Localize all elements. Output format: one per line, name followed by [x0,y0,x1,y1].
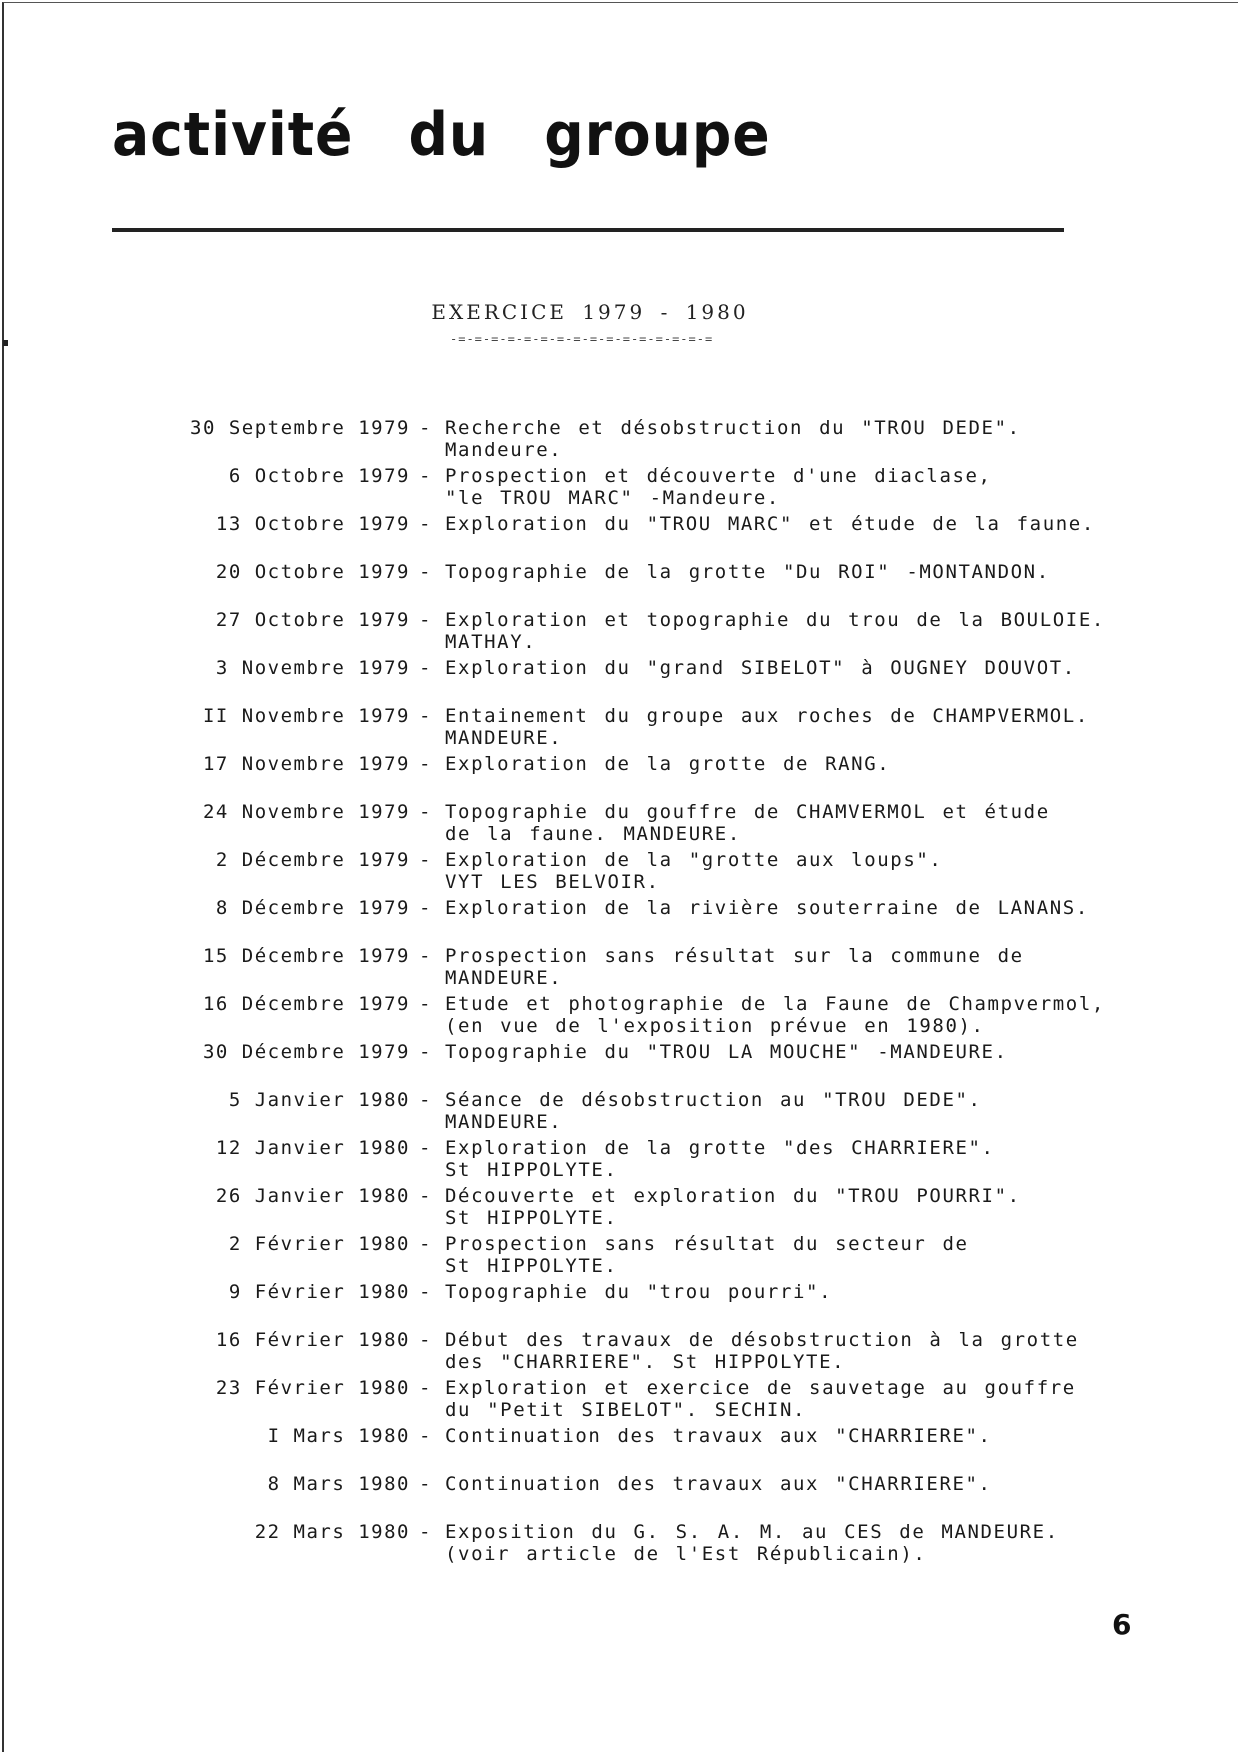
entry-date: 27 Octobre 1979 [215,609,410,631]
page-title: activité du groupe [112,100,771,170]
entry-description: Exploration du "grand SIBELOT" à OUGNEY DOUVOT. [445,657,1076,679]
entry-date: 12 Janvier 1980 [215,1137,410,1159]
entry-description: Exploration de la "grotte aux loups". VYT LES BELVOIR. [445,849,943,893]
entry-description: Prospection et découverte d'une diaclase, "le TROU MARC" -Mandeure. [445,465,992,509]
entry-separator: - [419,753,432,775]
entry-description: Exploration de la rivière souterraine de LANANS. [445,897,1089,919]
entry-separator: - [419,1377,432,1399]
section-title: EXERCICE 1979 - 1980 [431,300,749,324]
entry-description: Entainement du groupe aux roches de CHAMPVERMOL. MANDEURE. [445,705,1089,749]
entry-separator: - [419,417,432,439]
entry-date: 9 Février 1980 [228,1281,410,1303]
entry-description: Topographie de la grotte "Du ROI" -MONTANDON. [445,561,1050,583]
entry-date: 3 Novembre 1979 [215,657,410,679]
entry-separator: - [419,1521,432,1543]
entry-description: Découverte et exploration du "TROU POURRI". St HIPPOLYTE. [445,1185,1021,1229]
entry-date: 6 Octobre 1979 [228,465,410,487]
entry-description: Continuation des travaux aux "CHARRIERE". [445,1473,992,1495]
entry-separator: - [419,465,432,487]
entry-description: Prospection sans résultat du secteur de St HIPPOLYTE. [445,1233,969,1277]
entry-separator: - [419,1473,432,1495]
entry-date: 22 Mars 1980 [254,1521,410,1543]
entry-separator: - [419,657,432,679]
entry-date: 30 Décembre 1979 [202,1041,410,1063]
entry-description: Exploration de la grotte "des CHARRIERE". St HIPPOLYTE. [445,1137,995,1181]
entry-date: 16 Décembre 1979 [202,993,410,1015]
entry-description: Topographie du "trou pourri". [445,1281,833,1303]
entry-date: 26 Janvier 1980 [215,1185,410,1207]
entry-date: 5 Janvier 1980 [228,1089,410,1111]
entry-separator: - [419,1041,432,1063]
entry-description: Exposition du G. S. A. M. au CES de MANDEURE. (voir article de l'Est Républicain). [445,1521,1059,1565]
entry-date: 23 Février 1980 [215,1377,410,1399]
entry-date: 2 Février 1980 [228,1233,410,1255]
entry-separator: - [419,705,432,727]
entry-description: Etude et photographie de la Faune de Champvermol, (en vue de l'exposition prévue en 1980). [445,993,1105,1037]
entry-date: I Mars 1980 [267,1425,410,1447]
entry-separator: - [419,1425,432,1447]
entry-description: Recherche et désobstruction du "TROU DEDE". Mandeure. [445,417,1021,461]
entry-description: Continuation des travaux aux "CHARRIERE". [445,1425,992,1447]
entry-separator: - [419,1185,432,1207]
entry-separator: - [419,1233,432,1255]
entry-separator: - [419,1137,432,1159]
entry-date: 30 Septembre 1979 [190,417,410,439]
entry-date: 8 Décembre 1979 [215,897,410,919]
entry-separator: - [419,945,432,967]
entry-separator: - [419,1281,432,1303]
section-title-underline: -=-=-=-=-=-=-=-=-=-=-=-=-=-=-=-= [450,332,714,346]
entry-separator: - [419,1089,432,1111]
entry-date: II Novembre 1979 [202,705,410,727]
entry-description: Exploration et exercice de sauvetage au gouffre du "Petit SIBELOT". SECHIN. [445,1377,1076,1421]
entry-date: 24 Novembre 1979 [202,801,410,823]
entry-description: Début des travaux de désobstruction à la grotte des "CHARRIERE". St HIPPOLYTE. [445,1329,1079,1373]
entry-date: 15 Décembre 1979 [202,945,410,967]
entry-separator: - [419,897,432,919]
entry-description: Exploration et topographie du trou de la BOULOIE. MATHAY. [445,609,1105,653]
entry-date: 13 Octobre 1979 [215,513,410,535]
entry-date: 16 Février 1980 [215,1329,410,1351]
entry-separator: - [419,993,432,1015]
entry-description: Prospection sans résultat sur la commune de MANDEURE. [445,945,1024,989]
entry-separator: - [419,801,432,823]
entry-description: Exploration de la grotte de RANG. [445,753,891,775]
entry-separator: - [419,849,432,871]
entry-date: 20 Octobre 1979 [215,561,410,583]
entry-separator: - [419,1329,432,1351]
entry-separator: - [419,609,432,631]
entry-description: Topographie du "TROU LA MOUCHE" -MANDEURE. [445,1041,1008,1063]
entry-separator: - [419,513,432,535]
entry-date: 17 Novembre 1979 [202,753,410,775]
entry-separator: - [419,561,432,583]
page-number: 6 [1112,1608,1132,1641]
entry-description: Topographie du gouffre de CHAMVERMOL et étude de la faune. MANDEURE. [445,801,1050,845]
entry-date: 2 Décembre 1979 [215,849,410,871]
entry-description: Séance de désobstruction au "TROU DEDE". MANDEURE. [445,1089,982,1133]
entry-date: 8 Mars 1980 [267,1473,410,1495]
entry-description: Exploration du "TROU MARC" et étude de la faune. [445,513,1095,535]
